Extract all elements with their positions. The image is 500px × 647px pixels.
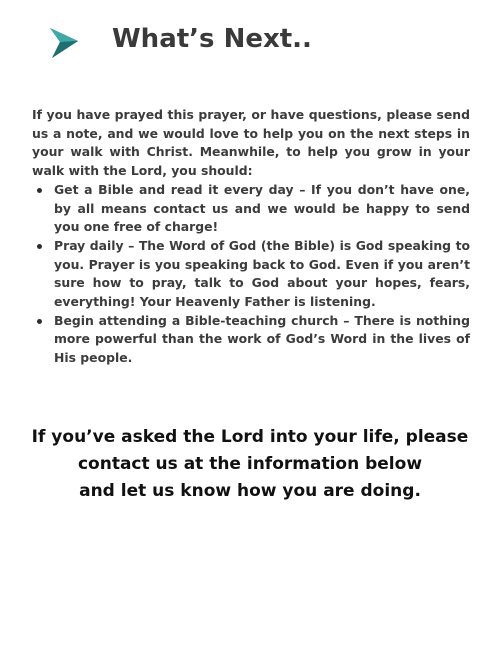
next-steps-list: [32, 181, 470, 368]
list-item-text: Get a Bible and read it every day – If you don’t have one, by all means contact us and we would be happy to send you one free of charge!: [54, 181, 470, 235]
intro-paragraph: If you have prayed this prayer, or have questions, please send us a note, and we would love to help you on the next steps in your walk with Christ. Meanwhile, to help you grow in your walk with the Lord, you should:: [32, 107, 470, 179]
list-item: [32, 312, 470, 368]
closing-line: and let us know how you are doing.: [79, 481, 421, 501]
bullet-icon: [37, 188, 42, 193]
list-item-text: Begin attending a Bible-teaching church – There is nothing more powerful than the work of God’s Word in the lives of His people.: [54, 312, 470, 366]
list-item: [32, 181, 470, 237]
closing-line: contact us at the information below: [77, 454, 423, 474]
bullet-icon: [37, 319, 42, 324]
closing-message: [0, 424, 500, 505]
page-title: What’s Next..: [112, 24, 312, 54]
body-text: [32, 106, 470, 368]
closing-line: If you’ve asked the Lord into your life, please: [31, 427, 469, 447]
paper-plane-icon: [48, 26, 80, 60]
list-item: [32, 237, 470, 312]
bullet-icon: [37, 244, 42, 249]
list-item-text: Pray daily – The Word of God (the Bible) is God speaking to you. Prayer is you speaking back to God. Even if you aren’t sure how to pray, talk to God about your hopes, fears, everything! Your Heavenly Father is listening.: [54, 237, 470, 310]
